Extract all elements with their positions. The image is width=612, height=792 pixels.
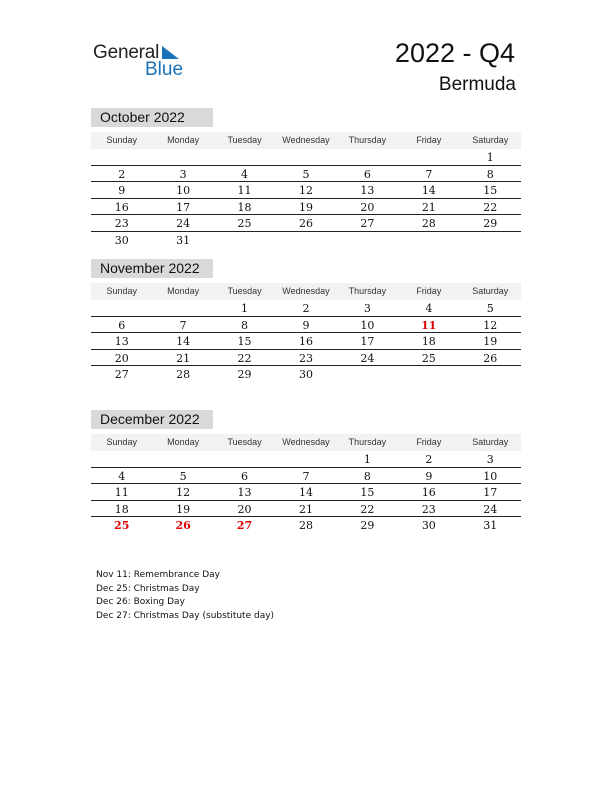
- day-cell: 17: [483, 486, 498, 500]
- empty-day-cell: [91, 300, 152, 316]
- day-cell: 25: [421, 351, 436, 365]
- day-cell: 30: [114, 233, 129, 247]
- weekday-label: Friday: [416, 135, 442, 145]
- day-cell: 21: [421, 200, 436, 214]
- week-row: [91, 149, 521, 166]
- logo-text-blue: Blue: [145, 59, 184, 80]
- week-row: [91, 501, 521, 518]
- weekday-label: Saturday: [472, 286, 509, 296]
- empty-day-cell: [337, 149, 398, 165]
- day-cell: 7: [425, 167, 433, 181]
- day-cell: 4: [118, 469, 126, 483]
- day-cell: 28: [421, 217, 436, 231]
- empty-day-cell: [214, 232, 275, 249]
- day-cell: 15: [483, 184, 498, 198]
- week-row: [91, 451, 521, 468]
- day-cell: 29: [483, 217, 498, 231]
- day-cell: 28: [176, 368, 191, 382]
- empty-day-cell: [460, 366, 521, 383]
- day-cell: 1: [363, 453, 371, 466]
- week-row: [91, 484, 521, 501]
- day-cell: 21: [298, 502, 313, 516]
- day-cell: 9: [118, 184, 126, 198]
- day-cell: 5: [179, 469, 187, 483]
- day-cell: 23: [421, 502, 436, 516]
- day-cell: 3: [179, 167, 187, 181]
- day-cell: 16: [114, 200, 129, 214]
- day-cell: 19: [483, 335, 498, 349]
- day-cell: 10: [176, 184, 191, 198]
- week-row: [91, 517, 521, 534]
- day-cell: 31: [176, 233, 191, 247]
- day-cell: 23: [114, 217, 129, 231]
- day-cell: 28: [298, 519, 313, 533]
- week-row: [91, 232, 521, 249]
- day-cell: 22: [360, 502, 375, 516]
- day-cell: 20: [360, 200, 375, 214]
- weekday-label: Saturday: [472, 437, 509, 447]
- day-cell: 29: [360, 519, 375, 533]
- holiday-note: Dec 25: Christmas Day: [96, 583, 200, 594]
- day-cell: 11: [114, 486, 129, 500]
- day-cell: 4: [425, 302, 433, 315]
- day-cell: 24: [176, 217, 191, 231]
- day-cell: 27: [236, 519, 253, 533]
- weekday-label: Friday: [416, 286, 442, 296]
- empty-day-cell: [91, 149, 152, 165]
- weekday-label: Wednesday: [282, 135, 330, 145]
- day-cell: 14: [421, 184, 436, 198]
- weekday-label: Monday: [167, 135, 200, 145]
- day-cell: 29: [237, 368, 252, 382]
- day-cell: 31: [483, 519, 498, 533]
- holiday-notes: [96, 569, 274, 623]
- empty-day-cell: [398, 366, 459, 383]
- day-cell: 22: [483, 200, 498, 214]
- day-cell: 6: [363, 167, 371, 181]
- day-cell: 15: [237, 335, 252, 349]
- day-cell: 10: [483, 469, 498, 483]
- week-row: [91, 350, 521, 367]
- empty-day-cell: [460, 232, 521, 249]
- holiday-note: Dec 26: Boxing Day: [96, 597, 185, 607]
- day-cell: 18: [237, 200, 252, 214]
- day-cell: 14: [176, 335, 191, 349]
- day-cell: 11: [237, 184, 252, 198]
- day-cell: 25: [237, 217, 252, 231]
- day-cell: 30: [421, 519, 436, 533]
- day-cell: 27: [360, 217, 375, 231]
- empty-day-cell: [398, 232, 459, 249]
- week-row: [91, 468, 521, 485]
- week-row: [91, 166, 521, 183]
- day-cell: 25: [114, 519, 130, 533]
- day-cell: 9: [425, 469, 433, 483]
- day-cell: 17: [176, 200, 191, 214]
- weekday-label: Thursday: [348, 135, 387, 145]
- weekday-label: Thursday: [348, 437, 387, 447]
- weekday-header-row: [91, 283, 521, 300]
- empty-day-cell: [337, 366, 398, 383]
- day-cell: 24: [483, 502, 498, 516]
- week-row: [91, 215, 521, 232]
- weekday-label: Tuesday: [227, 135, 262, 145]
- day-cell: 20: [114, 351, 129, 365]
- country-name: Bermuda: [438, 74, 516, 95]
- day-cell: 20: [237, 502, 252, 516]
- day-cell: 2: [118, 167, 126, 181]
- day-cell: 8: [486, 167, 494, 181]
- day-cell: 27: [114, 368, 129, 382]
- day-cell: 11: [421, 318, 437, 332]
- day-cell: 7: [179, 318, 187, 332]
- day-cell: 12: [298, 184, 313, 198]
- day-cell: 24: [360, 351, 375, 365]
- day-cell: 26: [298, 217, 313, 231]
- day-cell: 18: [114, 502, 129, 516]
- logo: [93, 42, 193, 80]
- day-cell: 13: [114, 335, 129, 349]
- day-cell: 12: [176, 486, 191, 500]
- week-row: [91, 317, 521, 334]
- weekday-label: Sunday: [106, 135, 137, 145]
- weekday-header-row: [91, 434, 521, 451]
- day-cell: 6: [241, 469, 249, 483]
- day-cell: 17: [360, 335, 375, 349]
- weekday-label: Wednesday: [282, 286, 330, 296]
- day-cell: 15: [360, 486, 375, 500]
- month-november: [91, 259, 521, 383]
- empty-day-cell: [275, 149, 336, 165]
- page-title: 2022 - Q4: [394, 38, 515, 68]
- day-cell: 10: [360, 318, 375, 332]
- day-cell: 16: [421, 486, 436, 500]
- day-cell: 19: [176, 502, 191, 516]
- day-cell: 1: [486, 151, 494, 164]
- weekday-label: Sunday: [106, 437, 137, 447]
- day-cell: 23: [298, 351, 313, 365]
- holiday-note: Nov 11: Remembrance Day: [96, 570, 220, 580]
- day-cell: 30: [298, 368, 313, 382]
- day-cell: 26: [483, 351, 498, 365]
- day-cell: 16: [298, 335, 313, 349]
- empty-day-cell: [337, 232, 398, 249]
- day-cell: 21: [176, 351, 191, 365]
- month-title: October 2022: [91, 108, 213, 127]
- weekday-label: Friday: [416, 437, 442, 447]
- empty-day-cell: [152, 451, 213, 467]
- day-cell: 7: [302, 469, 310, 483]
- week-row: [91, 333, 521, 350]
- day-cell: 4: [241, 167, 249, 181]
- empty-day-cell: [152, 149, 213, 165]
- day-cell: 2: [302, 302, 310, 315]
- empty-day-cell: [398, 149, 459, 165]
- weekday-label: Saturday: [472, 135, 509, 145]
- day-cell: 2: [425, 453, 433, 466]
- day-cell: 3: [363, 302, 371, 315]
- weekday-label: Tuesday: [227, 437, 262, 447]
- empty-day-cell: [275, 232, 336, 249]
- day-cell: 5: [486, 302, 494, 315]
- day-cell: 9: [302, 318, 310, 332]
- holiday-note: Dec 27: Christmas Day (substitute day): [96, 610, 275, 621]
- empty-day-cell: [152, 300, 213, 316]
- day-cell: 19: [298, 200, 313, 214]
- day-cell: 8: [363, 469, 371, 483]
- weekday-label: Tuesday: [227, 286, 262, 296]
- empty-day-cell: [275, 451, 336, 467]
- day-cell: 14: [298, 486, 313, 500]
- weekday-header-row: [91, 132, 521, 149]
- day-cell: 13: [360, 184, 375, 198]
- weekday-label: Monday: [167, 286, 200, 296]
- day-cell: 12: [483, 318, 498, 332]
- day-cell: 1: [241, 302, 249, 315]
- day-cell: 5: [302, 167, 310, 181]
- day-cell: 8: [241, 318, 249, 332]
- weekday-label: Monday: [167, 437, 200, 447]
- day-cell: 6: [118, 318, 126, 332]
- day-cell: 13: [237, 486, 252, 500]
- day-cell: 22: [237, 351, 252, 365]
- empty-day-cell: [91, 451, 152, 467]
- week-row: [91, 366, 521, 383]
- week-row: [91, 182, 521, 199]
- day-cell: 26: [175, 519, 191, 533]
- empty-day-cell: [214, 149, 275, 165]
- month-title: December 2022: [91, 410, 213, 429]
- logo-text-general: General: [93, 42, 160, 63]
- day-cell: 3: [486, 453, 494, 466]
- month-december: [91, 410, 521, 534]
- month-title: November 2022: [91, 259, 213, 278]
- blue-triangle-icon: [160, 45, 180, 60]
- weekday-label: Wednesday: [282, 437, 330, 447]
- weekday-label: Thursday: [348, 286, 387, 296]
- week-row: [91, 300, 521, 317]
- week-row: [91, 199, 521, 216]
- weekday-label: Sunday: [106, 286, 137, 296]
- empty-day-cell: [214, 451, 275, 467]
- month-october: [91, 108, 521, 249]
- day-cell: 18: [421, 335, 436, 349]
